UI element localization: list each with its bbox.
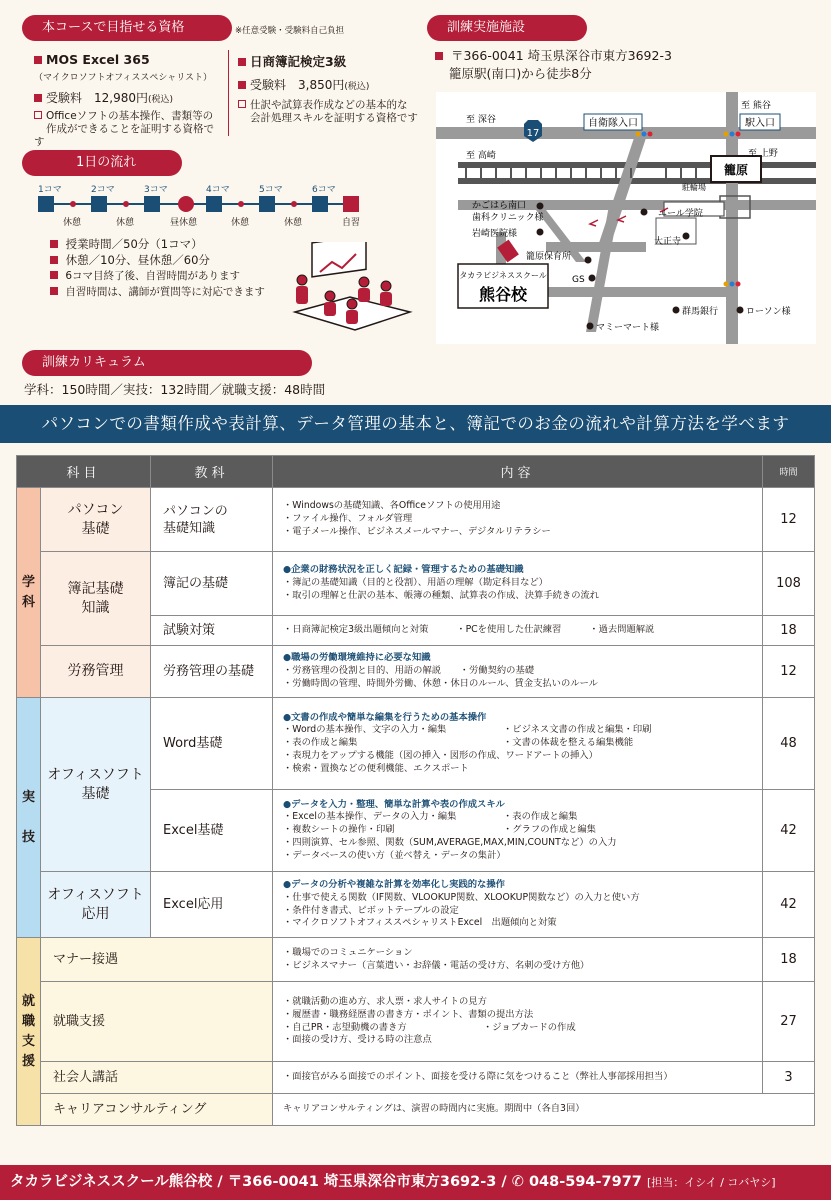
mos-title: MOS Excel 365 (46, 52, 150, 67)
boki-fee-label: 受験料 (250, 78, 287, 92)
break-dot (291, 201, 297, 207)
certs-pill-label: 本コースで目指せる資格 (42, 20, 185, 35)
content-cell: ・就職活動の進め方、求人票・求人サイトの見方 ・履歴書・職務経歴書の書き方・ポイント、書類の提出方法 ・自己PR・志望動機の書き方 ・ジョブカードの作成 ・面接の受け方、受ける時の注意点 (273, 982, 763, 1062)
footer-bar: タカラビジネススクール熊谷校 / 〒366-0041 埼玉県深谷市東方3692-3 / ✆ 048-594-7977 [担当：イシイ / コバヤシ] (0, 1165, 831, 1200)
category-shushoku: 就 職 支 援 (17, 938, 41, 1126)
hours-cell: 12 (763, 488, 815, 552)
mos-fee-label: 受験料 (46, 91, 83, 105)
curriculum-pill-label: 訓練カリキュラム (42, 355, 146, 370)
map-label: エール学院 (658, 209, 703, 219)
schedule-notes (50, 236, 265, 300)
bullet-square-icon (50, 256, 58, 264)
map-label: 駅入口 (745, 118, 775, 129)
bullet-square-icon (435, 52, 443, 60)
hours-cell: 12 (763, 646, 815, 698)
facility-address (435, 47, 672, 83)
map-label: 籠原保育所 (526, 252, 572, 262)
lunch-break-dot (178, 196, 194, 212)
traffic-signal-icon (724, 282, 741, 287)
boki-desc2: 会計処理スキルを証明する資格です (250, 112, 418, 124)
table-row (17, 646, 815, 698)
break-dot (123, 201, 129, 207)
map-label: 至 深谷 (466, 115, 496, 125)
schedule-note: 授業時間／50分（1コマ） (65, 237, 203, 251)
timeline-line (44, 203, 349, 205)
period-block (91, 196, 107, 212)
period-label: 3コマ (144, 185, 168, 195)
footer-phone[interactable]: 048-594-7977 (528, 1174, 642, 1190)
map-label: 群馬銀行 (682, 307, 719, 317)
period-block (144, 196, 160, 212)
header-course: 教科 (151, 456, 273, 488)
boki-fee: 3,850円 (298, 78, 345, 92)
hours-cell: 42 (763, 790, 815, 872)
subject-cell: キャリアコンサルティング (41, 1094, 273, 1126)
self-study-label: 自習 (342, 218, 361, 228)
table-row (17, 698, 815, 790)
schedule-note: 6コマ目終了後、自習時間があります (65, 270, 241, 282)
period-label: 1コマ (38, 185, 62, 195)
subject-cell: 就職支援 (41, 982, 273, 1062)
mos-desc1: Officeソフトの基本操作、書類等の (46, 110, 214, 122)
table-row (17, 488, 815, 552)
course-cell: Excel応用 (151, 872, 273, 938)
schedule-note: 休憩／10分、昼休憩／60分 (65, 253, 210, 267)
period-block (259, 196, 275, 212)
hours-cell: 18 (763, 938, 815, 982)
content-cell: ・Windowsの基礎知識、各Officeソフトの使用用途 ・ファイル操作、フォルダ管理 ・電子メール操作、ビジネスメールマナー、デジタルリテラシー (273, 488, 763, 552)
course-cell: Word基礎 (151, 698, 273, 790)
period-block (38, 196, 54, 212)
content-cell: ●職場の労働環境維持に必要な知識 ・労務管理の役割と目的、用語の解説 ・労働契約の基礎 ・労働時間の管理、時間外労働、休憩・休日のルール、賃金支払いのルール (273, 646, 763, 698)
map-label: 至 上野 (748, 149, 778, 159)
period-label: 6コマ (312, 185, 336, 195)
content-cell: ・職場でのコミュニケーション ・ビジネスマナー（言葉遣い・お辞儀・電話の受け方、名刺の受け方他） (273, 938, 763, 982)
header-content: 内容 (273, 456, 763, 488)
curriculum-hours-summary: 学科：150時間／実技：132時間／就職支援：48時間 (24, 382, 326, 397)
phone-icon: ✆ (511, 1174, 524, 1190)
content-cell: キャリアコンサルティングは、演習の時間内に実施。期間中（各自3回） (273, 1094, 815, 1126)
bullet-square-icon (50, 240, 58, 248)
curriculum-table (16, 455, 815, 1126)
schedule-note: 自習時間は、講師が質問等に対応できます (65, 286, 265, 298)
hours-cell: 108 (763, 552, 815, 616)
category-jitsugi: 実 技 (17, 698, 41, 938)
table-row (17, 1094, 815, 1126)
footer-address: 〒366-0041 埼玉県深谷市東方3692-3 (227, 1174, 497, 1190)
map-label: 自衛隊入口 (588, 118, 638, 129)
content-cell: ・面接官がみる面接でのポイント、面接を受ける際に気をつけること（弊社人事部採用担当） (273, 1062, 763, 1094)
boki-title: 日商簿記検定3級 (250, 54, 347, 69)
bullet-square-icon (50, 287, 58, 295)
map-label: 岩崎医院様 (472, 229, 518, 239)
content-cell: ・日商簿記検定3級出題傾向と対策 ・PCを使用した仕訳練習 ・過去問題解説 (273, 616, 763, 646)
footer-school: タカラビジネススクール熊谷校 (10, 1174, 213, 1190)
course-banner: パソコンでの書類作成や表計算、データ管理の基本と、簿記でのお金の流れや計算方法を学べます (0, 405, 831, 443)
map-label: GS (572, 275, 585, 285)
schedule-pill-label: 1日の流れ (76, 155, 137, 170)
facility-pill-label: 訓練実施施設 (447, 20, 526, 35)
break-label: 昼休憩 (170, 218, 198, 228)
period-label: 2コマ (91, 185, 115, 195)
table-row (17, 938, 815, 982)
map-label: 熊谷校 (478, 285, 528, 304)
traffic-signal-icon (724, 132, 741, 137)
boki-desc1: 仕訳や試算表作成などの基本的な (250, 99, 408, 111)
access-map (436, 92, 816, 344)
hours-cell: 48 (763, 698, 815, 790)
classroom-illustration (290, 242, 415, 334)
facility-pill (427, 15, 587, 41)
table-row (17, 872, 815, 938)
mos-fee-tax: (税込) (148, 95, 174, 105)
map-label: かごはら南口 (472, 201, 527, 211)
certs-note: ※任意受験・受験料自己負担 (235, 26, 345, 36)
hours-cell: 27 (763, 982, 815, 1062)
subject-cell: マナー接遇 (41, 938, 273, 982)
hours-cell: 3 (763, 1062, 815, 1094)
content-cell: ●企業の財務状況を正しく記録・管理するための基礎知識 ・簿記の基礎知識（目的と役割）、用語の理解（勘定科目など） ・取引の理解と仕訳の基本、帳簿の種類、試算表の作成、決算手続きの流れ (273, 552, 763, 616)
bullet-square-icon (50, 271, 58, 279)
break-label: 休憩 (116, 218, 135, 228)
table-row (17, 1062, 815, 1094)
subject-cell: オフィスソフト 応用 (41, 872, 151, 938)
map-label: 大正寺 (654, 237, 682, 247)
map-label: 歯科クリニック様 (472, 213, 544, 223)
table-row (17, 552, 815, 616)
table-header-row (17, 456, 815, 488)
self-study-block (343, 196, 359, 212)
break-label: 休憩 (231, 218, 250, 228)
period-block (312, 196, 328, 212)
period-label: 4コマ (206, 185, 230, 195)
mos-fee: 12,980円 (94, 91, 149, 105)
break-dot (70, 201, 76, 207)
map-label: マミーマート様 (596, 323, 660, 333)
subject-cell: パソコン 基礎 (41, 488, 151, 552)
facility-address-text: 〒366-0041 埼玉県深谷市東方3692-3 (450, 48, 672, 63)
course-cell: 簿記の基礎 (151, 552, 273, 616)
map-label: 籠原 (723, 163, 749, 177)
map-label: 至 熊谷 (741, 101, 771, 111)
content-cell: ●データを入力・整理、簡単な計算や表の作成スキル ・Excelの基本操作、データの入力・編集 ・表の作成と編集 ・複数シートの操作・印刷 ・グラフの作成と編集 ・四則演算、セル参照、関数（SUM,AVERAGE,MAX,MIN,COUNTなど）の入力 ・データベースの使い方（並べ替え・データの集計） (273, 790, 763, 872)
subject-cell: 労務管理 (41, 646, 151, 698)
category-gakka: 学 科 (17, 488, 41, 698)
content-cell: ●文書の作成や簡単な編集を行うための基本操作 ・Wordの基本操作、文字の入力・編集 ・ビジネス文書の作成と編集・印刷 ・表の作成と編集 ・文書の体裁を整える編集機能 ・表現力をアップする機能（図の挿入・図形の作成、ワードアートの挿入） ・検索・置換などの便利機能、エクスポート (273, 698, 763, 790)
content-cell: ●データの分析や複雑な計算を効率化し実践的な操作 ・仕事で使える関数（IF関数、VLOOKUP関数、XLOOKUP関数など）の入力と使い方 ・条件付き書式、ピボットテーブルの設定 ・マイクロソフトオフィススペシャリストExcel 出題傾向と対策 (273, 872, 763, 938)
break-label: 休憩 (63, 218, 82, 228)
subject-cell: 簿記基礎 知識 (41, 552, 151, 646)
course-cell: 労務管理の基礎 (151, 646, 273, 698)
hours-cell: 18 (763, 616, 815, 646)
mos-sub: （マイクロソフトオフィススペシャリスト） (34, 73, 213, 83)
course-cell: 試験対策 (151, 616, 273, 646)
break-dot (238, 201, 244, 207)
curriculum-pill (22, 350, 312, 376)
map-label: 駐輪場 (682, 183, 706, 192)
hours-cell: 42 (763, 872, 815, 938)
footer-contact: [担当：イシイ / コバヤシ] (646, 1176, 776, 1189)
course-cell: パソコンの 基礎知識 (151, 488, 273, 552)
boki-fee-tax: (税込) (344, 82, 370, 92)
header-subject: 科目 (17, 456, 151, 488)
route-badge: 17 (526, 128, 540, 139)
course-cell: Excel基礎 (151, 790, 273, 872)
subject-cell: 社会人講話 (41, 1062, 273, 1094)
map-label: タカラビジネススクール (459, 271, 547, 280)
schedule-timeline (0, 0, 380, 240)
header-hours: 時間 (763, 456, 815, 488)
break-label: 休憩 (284, 218, 303, 228)
table-row (17, 982, 815, 1062)
mos-desc2: 作成ができることを証明する資格です (34, 123, 214, 148)
subject-cell: オフィスソフト 基礎 (41, 698, 151, 872)
facility-access: 籠原駅(南口)から徒歩8分 (449, 66, 592, 81)
period-label: 5コマ (259, 185, 283, 195)
period-block (206, 196, 222, 212)
map-label: 至 高崎 (466, 151, 496, 161)
traffic-signal-icon (636, 132, 653, 137)
map-label: ローソン様 (746, 307, 791, 317)
